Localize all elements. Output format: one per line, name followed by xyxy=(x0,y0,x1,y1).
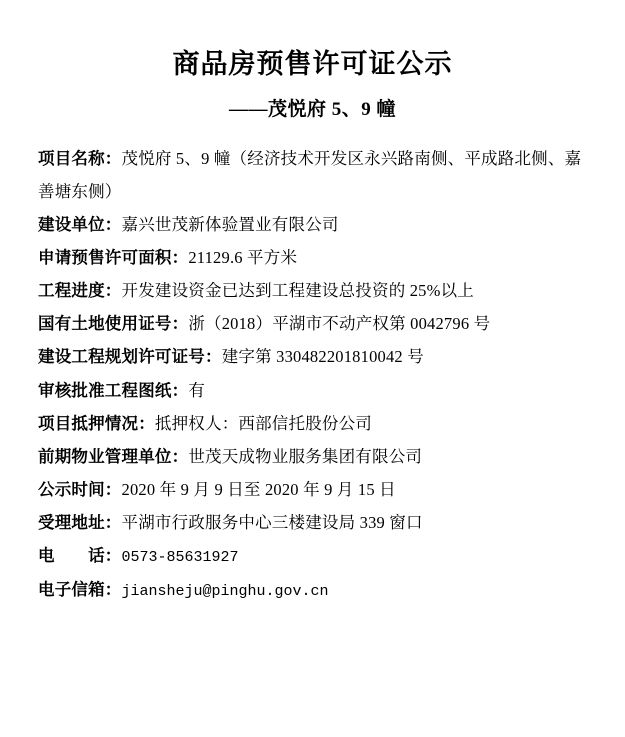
field-list xyxy=(28,143,597,606)
field-property-management xyxy=(28,441,597,473)
field-value: jiansheju@pinghu.gov.cn xyxy=(121,582,329,600)
field-publicity-period xyxy=(28,474,597,506)
field-value: 2020 年 9 月 9 日至 2020 年 9 月 15 日 xyxy=(121,480,396,500)
field-label: 申请预售许可面积： xyxy=(38,247,189,267)
field-email xyxy=(28,574,597,606)
field-value: 茂悦府 5、9 幢（经济技术开发区永兴路南侧、平成路北侧、嘉善塘东侧） xyxy=(38,149,582,201)
field-value: 抵押权人：西部信托股份公司 xyxy=(154,413,373,433)
field-label: 项目名称： xyxy=(38,149,122,169)
field-label: 建设单位： xyxy=(38,214,122,234)
field-value: 建字第 330482201810042 号 xyxy=(221,347,424,367)
field-label: 审核批准工程图纸： xyxy=(38,380,189,400)
field-approved-drawings xyxy=(28,375,597,407)
page-title: 商品房预售许可证公示 xyxy=(172,49,453,79)
field-telephone xyxy=(28,540,597,572)
field-label: 公示时间： xyxy=(38,480,122,500)
field-value: 开发建设资金已达到工程建设总投资的 25%以上 xyxy=(121,281,474,301)
field-label: 受理地址： xyxy=(38,513,122,533)
field-label: 项目抵押情况： xyxy=(38,413,155,433)
page-subtitle: ——茂悦府 5、9 幢 xyxy=(228,99,396,121)
field-project-name xyxy=(28,143,597,207)
field-value: 0573-85631927 xyxy=(121,549,239,567)
field-value: 平湖市行政服务中心三楼建设局 339 窗口 xyxy=(121,513,423,533)
field-mortgage-status xyxy=(28,408,597,440)
field-value: 21129.6 平方米 xyxy=(188,247,298,267)
document-page xyxy=(0,48,625,737)
field-label: 国有土地使用证号： xyxy=(38,314,189,334)
field-value: 浙（2018）平湖市不动产权第 0042796 号 xyxy=(188,314,491,334)
field-planning-permit xyxy=(28,341,597,373)
field-label: 建设工程规划许可证号： xyxy=(38,347,222,367)
field-label: 电子信箱： xyxy=(38,579,122,599)
field-developer xyxy=(28,209,597,241)
field-presale-area xyxy=(28,242,597,274)
field-label: 电 话： xyxy=(38,546,122,566)
field-label: 前期物业管理单位： xyxy=(38,446,189,466)
field-value: 嘉兴世茂新体验置业有限公司 xyxy=(121,214,339,234)
field-office-address xyxy=(28,507,597,539)
field-label: 工程进度： xyxy=(38,281,122,301)
field-value: 世茂天成物业服务集团有限公司 xyxy=(188,446,423,466)
field-progress xyxy=(28,275,597,307)
field-land-use-cert xyxy=(28,308,597,340)
field-value: 有 xyxy=(188,380,206,400)
